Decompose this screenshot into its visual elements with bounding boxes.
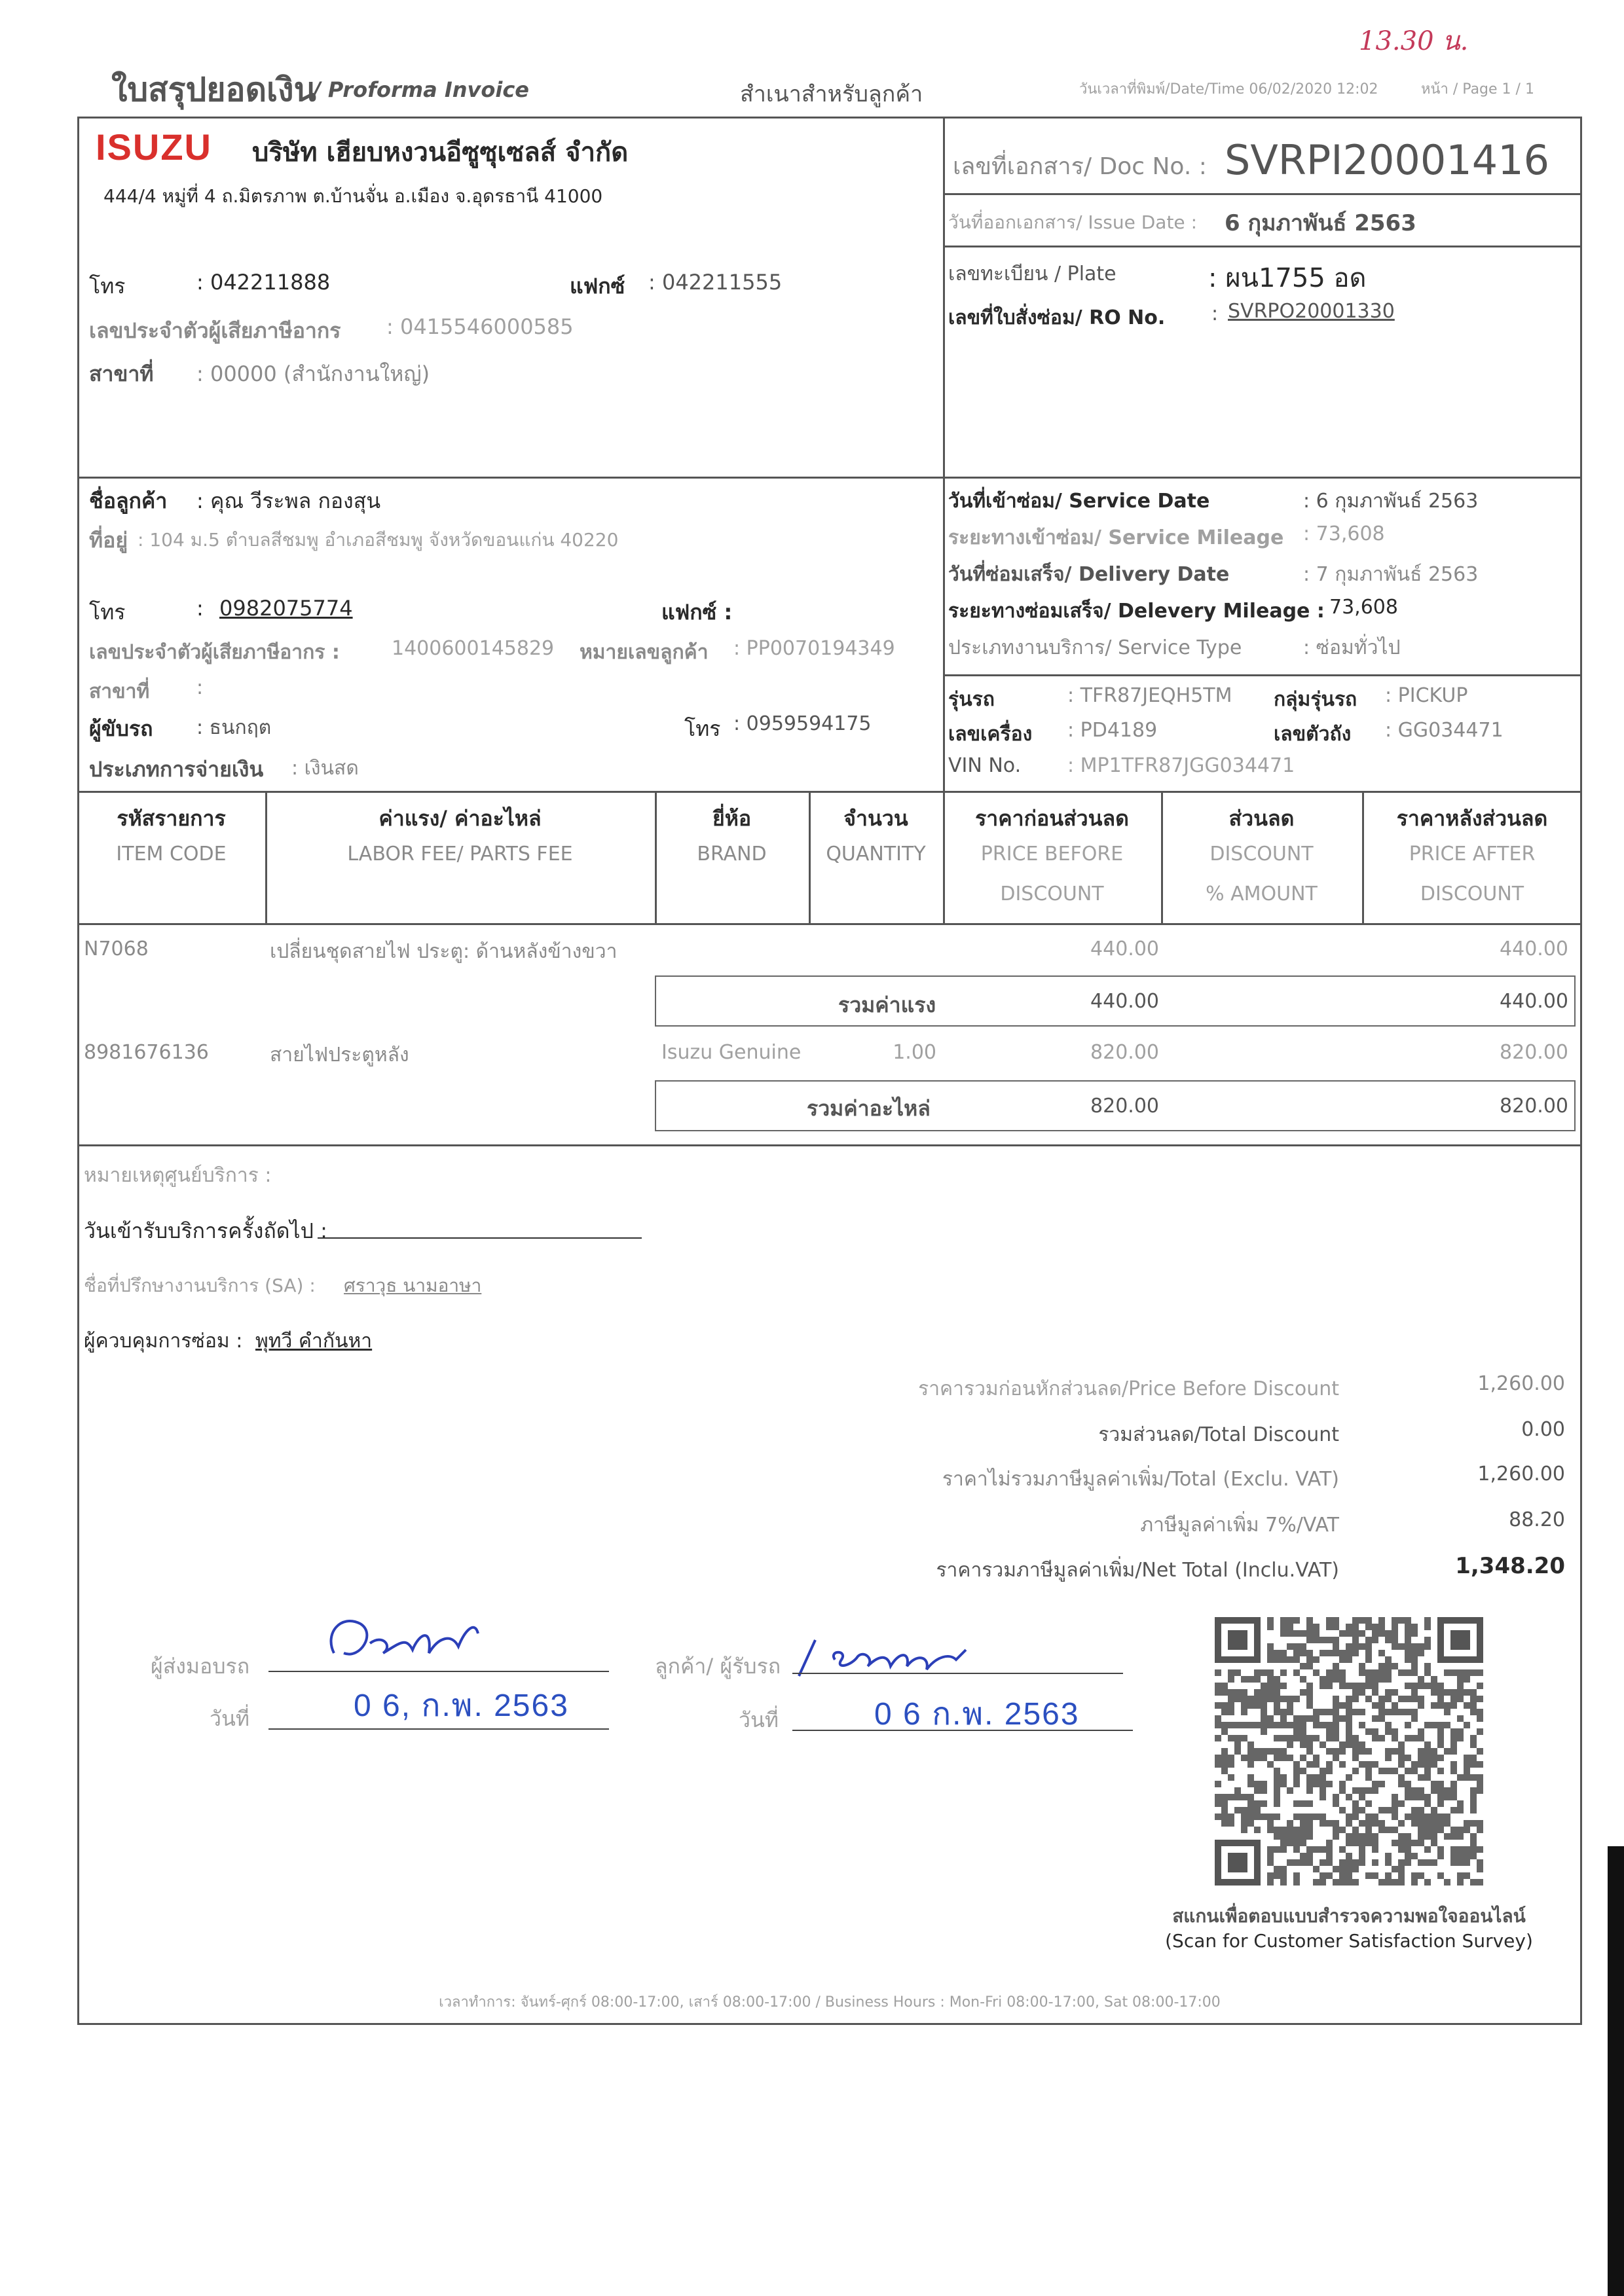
- service-date: : 6 กุมภาพันธ์ 2563: [1303, 490, 1479, 513]
- labor-total-before: 440.00: [1090, 990, 1159, 1013]
- th-discount-th: ส่วนลด: [1228, 806, 1295, 831]
- company-fax: : 042211555: [648, 270, 783, 295]
- driver-tel: : 0959594175: [733, 712, 872, 735]
- plate-label: เลขทะเบียน / Plate: [948, 263, 1116, 285]
- parts-total-label: รวมค่าอะไหล่: [807, 1096, 931, 1121]
- company-name: บริษัท เฮียบหงวนอีซูซุเซลส์ จำกัด: [252, 137, 629, 168]
- company-tel-label: โทร: [89, 274, 126, 299]
- driver-name: : ธนกฤต: [196, 716, 272, 739]
- customer-address-label: ที่อยู่: [89, 528, 128, 553]
- row1-after: 440.00: [1500, 938, 1568, 960]
- summary-excl-vat-value: 1,260.00: [1477, 1463, 1565, 1485]
- service-note-label: หมายเหตุศูนย์บริการ :: [84, 1164, 272, 1187]
- table-bottom: [77, 1144, 1582, 1146]
- vin-label: VIN No.: [948, 754, 1022, 777]
- row1-before: 440.00: [1090, 938, 1159, 960]
- th-brand-th: ยี่ห้อ: [712, 806, 752, 831]
- sa-label: ชื่อที่ปรึกษางานบริการ (SA) :: [84, 1275, 316, 1296]
- company-customer-divider: [77, 477, 1582, 479]
- sender-signature-line: [268, 1671, 609, 1672]
- print-datetime: วันเวลาที่พิมพ์/Date/Time 06/02/2020 12:02: [1079, 81, 1378, 98]
- row2-after: 820.00: [1500, 1041, 1568, 1064]
- chassis-label: เลขตัวถัง: [1274, 723, 1352, 746]
- receiver-date-line: [792, 1730, 1133, 1731]
- customer-tel: 0982075774: [219, 596, 353, 621]
- labor-total-after: 440.00: [1500, 990, 1568, 1013]
- summary-net-total-label: ราคารวมภาษีมูลค่าเพิ่ม/Net Total (Inclu.VAT): [936, 1559, 1339, 1582]
- vehicle-divider: [943, 674, 1582, 676]
- th-before-en1: PRICE BEFORE: [980, 843, 1124, 866]
- copy-label: สำเนาสำหรับลูกค้า: [740, 81, 923, 107]
- business-hours-footer: เวลาทำการ: จันทร์-ศุกร์ 08:00-17:00, เสาร์ 08:00-17:00 / Business Hours : Mon-Fri 08:00-17:00, Sat 08:00-17:00: [439, 1994, 1221, 2011]
- issue-date: 6 กุมภาพันธ์ 2563: [1225, 210, 1416, 236]
- company-branch-label: สาขาที่: [89, 361, 154, 386]
- doc-title-en: / Proforma Invoice: [313, 77, 529, 102]
- docno-divider: [943, 193, 1582, 195]
- ro-number[interactable]: SVRPO20001330: [1228, 300, 1395, 323]
- driver-tel-label: โทร: [684, 716, 721, 741]
- customer-number-label: หมายเลขลูกค้า: [580, 641, 709, 664]
- model-group-label: กลุ่มรุ่นรถ: [1274, 688, 1357, 711]
- th-before-th: ราคาก่อนส่วนลด: [975, 806, 1129, 831]
- service-mileage-label: ระยะทางเข้าซ่อม/ Service Mileage: [948, 526, 1284, 549]
- th-code-th: รหัสรายการ: [117, 806, 226, 831]
- ro-label: เลขที่ใบสั่งซ่อม/ RO No.: [948, 306, 1166, 329]
- th-after-en2: DISCOUNT: [1420, 883, 1524, 905]
- row2-code: 8981676136: [84, 1041, 209, 1064]
- engine-label: เลขเครื่อง: [948, 723, 1033, 746]
- customer-taxid-label: เลขประจำตัวผู้เสียภาษีอากร :: [89, 641, 340, 664]
- th-discount-en2: % AMOUNT: [1206, 883, 1318, 905]
- vin-number: : MP1TFR87JGG034471: [1067, 754, 1295, 777]
- header-divider: [943, 117, 945, 793]
- payment-type-label: ประเภทการจ่ายเงิน: [89, 757, 264, 782]
- sender-date: 0 6, ก.พ. 2563: [354, 1688, 569, 1723]
- delivery-mileage-label: ระยะทางซ่อมเสร็จ/ Delevery Mileage :: [948, 600, 1325, 623]
- receiver-label: ลูกค้า/ ผู้รับรถ: [655, 1654, 781, 1679]
- customer-tel-label: โทร: [89, 600, 126, 625]
- receiver-date: 0 6 ก.พ. 2563: [874, 1697, 1080, 1732]
- customer-branch-label: สาขาที่: [89, 680, 150, 703]
- sender-signature: [321, 1607, 485, 1666]
- survey-line-2: (Scan for Customer Satisfaction Survey): [1165, 1930, 1533, 1952]
- service-mileage: : 73,608: [1303, 522, 1385, 545]
- service-date-label: วันที่เข้าซ่อม/ Service Date: [948, 490, 1210, 513]
- next-service-line: [318, 1237, 642, 1239]
- summary-before-discount-label: ราคารวมก่อนหักส่วนลด/Price Before Discount: [918, 1377, 1339, 1400]
- customer-branch: :: [196, 676, 204, 699]
- row2-brand: Isuzu Genuine: [661, 1041, 802, 1064]
- issue-date-label: วันที่ออกเอกสาร/ Issue Date :: [948, 211, 1197, 233]
- sa-name: ศราวุธ นามอาษา: [344, 1275, 482, 1296]
- th-desc-en: LABOR FEE/ PARTS FEE: [347, 843, 573, 866]
- company-branch: : 00000 (สำนักงานใหญ่): [196, 361, 430, 386]
- payment-type: : เงินสด: [291, 757, 359, 780]
- delivery-mileage: 73,608: [1329, 596, 1398, 619]
- isuzu-logo: ISUZU: [96, 126, 212, 168]
- model-value: : TFR87JEQH5TM: [1067, 684, 1232, 707]
- labor-total-label: รวมค่าแรง: [838, 993, 936, 1017]
- summary-vat-value: 88.20: [1509, 1508, 1565, 1531]
- summary-vat-label: ภาษีมูลค่าเพิ่ม 7%/VAT: [1140, 1514, 1339, 1537]
- receiver-signature: [792, 1630, 1002, 1683]
- doc-number: SVRPI20001416: [1225, 136, 1550, 184]
- customer-fax-label: แฟกซ์ :: [661, 600, 733, 625]
- model-label: รุ่นรถ: [948, 688, 995, 711]
- scan-edge: [1608, 1846, 1624, 2296]
- th-after-th: ราคาหลังส่วนลด: [1396, 806, 1548, 831]
- issue-divider: [943, 246, 1582, 247]
- parts-total-before: 820.00: [1090, 1095, 1159, 1118]
- parts-total-after: 820.00: [1500, 1095, 1568, 1118]
- row1-code: N7068: [84, 938, 149, 960]
- repair-controller-name: พุทวี คำกันหา: [255, 1330, 373, 1353]
- table-header-top: [77, 791, 1582, 793]
- company-tel: : 042211888: [196, 270, 331, 295]
- row2-qty: 1.00: [893, 1041, 936, 1064]
- th-before-en2: DISCOUNT: [1000, 883, 1104, 905]
- model-group: : PICKUP: [1385, 684, 1468, 707]
- th-code-en: ITEM CODE: [116, 843, 227, 866]
- page-number: หน้า / Page 1 / 1: [1421, 81, 1534, 98]
- th-qty-th: จำนวน: [843, 806, 908, 831]
- summary-discount-label: รวมส่วนลด/Total Discount: [1098, 1423, 1339, 1446]
- th-desc-th: ค่าแรง/ ค่าอะไหล่: [378, 806, 542, 831]
- th-discount-en1: DISCOUNT: [1209, 843, 1314, 866]
- engine-number: : PD4189: [1067, 719, 1158, 742]
- service-type-label: ประเภทงานบริการ/ Service Type: [948, 636, 1242, 659]
- receiver-date-label: วันที่: [739, 1707, 779, 1732]
- company-taxid-label: เลขประจำตัวผู้เสียภาษีอากร: [89, 318, 341, 343]
- ro-separator: :: [1211, 302, 1219, 325]
- row1-desc: เปลี่ยนชุดสายไฟ ประตู: ด้านหลังข้างขวา: [270, 940, 618, 963]
- docno-label: เลขที่เอกสาร/ Doc No. :: [953, 153, 1207, 180]
- customer-number: : PP0070194349: [733, 637, 895, 660]
- company-taxid: : 0415546000585: [386, 314, 574, 339]
- th-after-en1: PRICE AFTER: [1409, 843, 1536, 866]
- service-type: : ซ่อมทั่วไป: [1303, 636, 1401, 659]
- customer-name-label: ชื่อลูกค้า: [89, 488, 168, 513]
- customer-name: : คุณ วีระพล กองสุน: [196, 488, 381, 513]
- sender-date-label: วันที่: [210, 1706, 249, 1731]
- th-brand-en: BRAND: [697, 843, 767, 866]
- summary-net-total-value: 1,348.20: [1455, 1553, 1565, 1579]
- plate-number: : ผน1755 อด: [1208, 263, 1367, 293]
- next-service-label: วันเข้ารับบริการครั้งถัดไป :: [84, 1218, 327, 1243]
- summary-before-discount-value: 1,260.00: [1477, 1372, 1565, 1395]
- table-header-bottom: [77, 923, 1582, 925]
- survey-line-1: สแกนเพื่อตอบแบบสำรวจความพอใจออนไลน์: [1172, 1905, 1526, 1927]
- driver-label: ผู้ขับรถ: [89, 716, 153, 741]
- repair-controller-label: ผู้ควบคุมการซ่อม :: [84, 1330, 243, 1353]
- chassis-number: : GG034471: [1385, 719, 1504, 742]
- doc-title-th: ใบสรุปยอดเงิน: [111, 71, 316, 109]
- survey-qr-code[interactable]: [1215, 1617, 1483, 1886]
- company-fax-label: แฟกซ์: [570, 274, 625, 299]
- sender-label: ผู้ส่งมอบรถ: [151, 1654, 250, 1679]
- customer-tel-separator: :: [196, 596, 204, 621]
- receiver-signature-line: [792, 1673, 1123, 1674]
- summary-discount-value: 0.00: [1521, 1418, 1565, 1441]
- customer-address: : 104 ม.5 ตำบลสีชมพู อำเภอสีชมพู จังหวัดขอนแก่น 40220: [138, 529, 619, 551]
- customer-taxid: 1400600145829: [392, 637, 555, 660]
- row2-desc: สายไฟประตูหลัง: [270, 1044, 409, 1066]
- sender-date-line: [268, 1728, 609, 1730]
- summary-excl-vat-label: ราคาไม่รวมภาษีมูลค่าเพิ่ม/Total (Exclu. VAT): [942, 1468, 1339, 1491]
- delivery-date-label: วันที่ซ่อมเสร็จ/ Delivery Date: [948, 563, 1230, 586]
- th-qty-en: QUANTITY: [826, 843, 926, 866]
- row2-before: 820.00: [1090, 1041, 1159, 1064]
- handwritten-time-note: 13.30 น.: [1359, 26, 1469, 56]
- delivery-date: : 7 กุมภาพันธ์ 2563: [1303, 563, 1479, 586]
- company-address: 444/4 หมู่ที่ 4 ถ.มิตรภาพ ต.บ้านจั่น อ.เมือง จ.อุดรธานี 41000: [103, 185, 603, 207]
